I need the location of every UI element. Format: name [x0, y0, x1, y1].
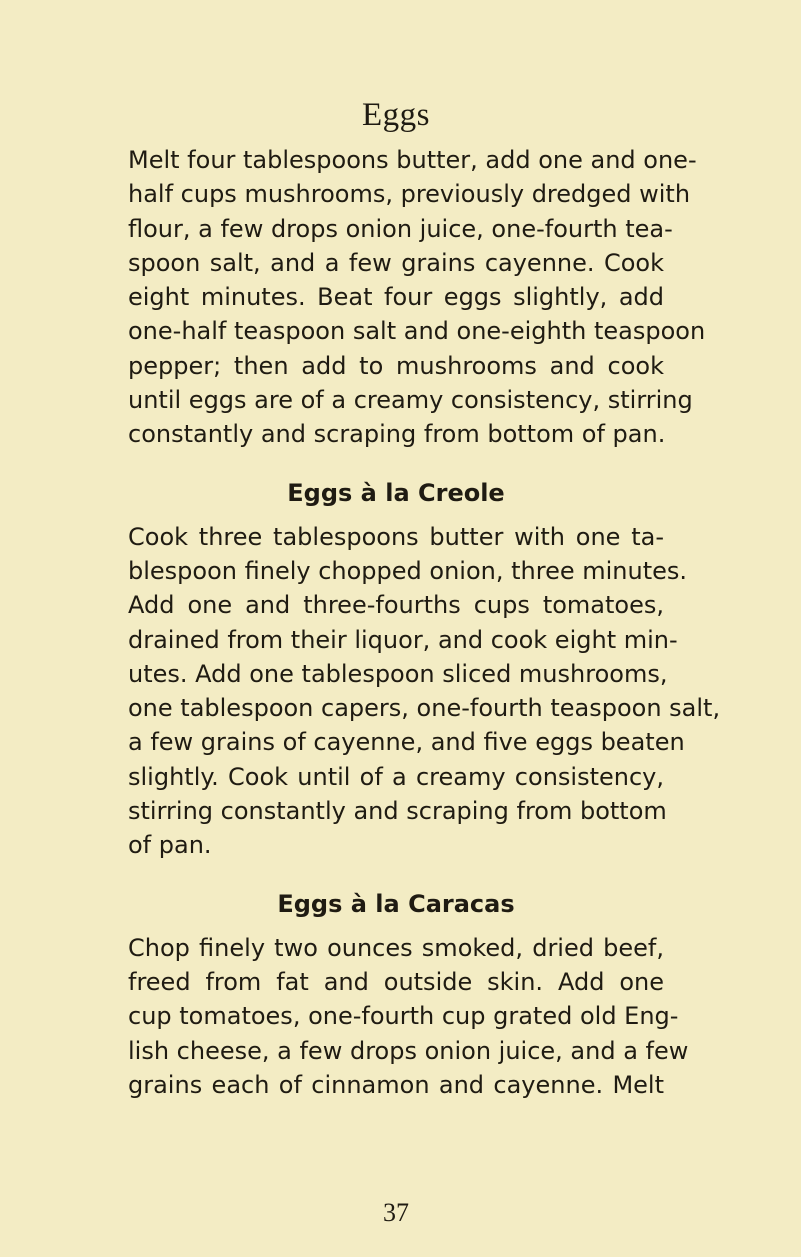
- text-line: flour, a few drops onion juice, one-fourth tea-: [128, 214, 673, 243]
- page-number: 37: [383, 1198, 409, 1227]
- intro-paragraph: [128, 143, 706, 452]
- text-line: eight minutes. Beat four eggs slightly, add: [128, 283, 664, 312]
- text-line: utes. Add one tablespoon sliced mushrooms,: [128, 659, 668, 688]
- text-line: Add one and three-fourths cups tomatoes,: [128, 591, 664, 620]
- text-line: one-half teaspoon salt and one-eighth teaspoon: [128, 317, 706, 346]
- recipe-title-creole: Eggs à la Creole: [287, 478, 505, 507]
- recipe-title-caracas: Eggs à la Caracas: [277, 889, 515, 918]
- recipe-body-creole: [128, 520, 721, 863]
- text-line: Cook three tablespoons butter with one ta-: [128, 522, 664, 551]
- text-line: one tablespoon capers, one-fourth teaspoon salt,: [128, 694, 721, 723]
- text-line: grains each of cinnamon and cayenne. Melt: [128, 1070, 664, 1099]
- text-line: freed from fat and outside skin. Add one: [128, 967, 664, 996]
- text-line: Melt four tablespoons butter, add one and one-: [128, 146, 697, 174]
- text-line: slightly. Cook until of a creamy consistency,: [128, 762, 664, 791]
- text-line: lish cheese, a few drops onion juice, and a few: [128, 1036, 689, 1065]
- text-line: of pan.: [128, 831, 212, 860]
- text-line: constantly and scraping from bottom of pan.: [128, 420, 666, 449]
- text-line: until eggs are of a creamy consistency, stirring: [128, 386, 693, 415]
- text-line: Chop finely two ounces smoked, dried beef,: [128, 933, 664, 962]
- text-line: half cups mushrooms, previously dredged with: [128, 180, 691, 209]
- text-line: pepper; then add to mushrooms and cook: [128, 351, 664, 380]
- text-line: cup tomatoes, one-fourth cup grated old Eng-: [128, 1002, 679, 1031]
- text-line: blespoon finely chopped onion, three minutes.: [128, 556, 688, 585]
- recipe-body-caracas: [128, 931, 689, 1102]
- book-page: [128, 95, 721, 1227]
- text-line: stirring constantly and scraping from bottom: [128, 797, 667, 826]
- text-line: drained from their liquor, and cook eight min-: [128, 625, 678, 654]
- text-line: a few grains of cayenne, and five eggs beaten: [128, 728, 685, 757]
- running-head: Eggs: [362, 97, 430, 133]
- text-line: spoon salt, and a few grains cayenne. Cook: [128, 248, 664, 277]
